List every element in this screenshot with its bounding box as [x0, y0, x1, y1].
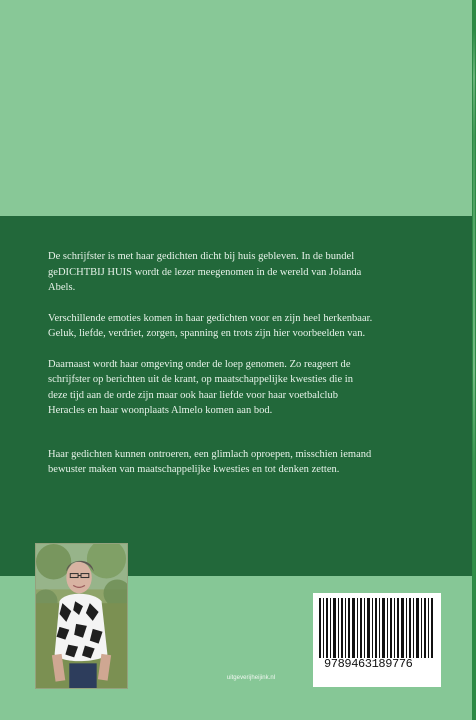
book-spine-edge — [472, 0, 476, 720]
top-light-green-band — [0, 0, 472, 216]
blurb-paragraph: Haar gedichten kunnen ontroeren, een glimlach oproepen, misschien iemand bewuster maken van maatschappelijke kwesties en tot denken zetten. — [48, 448, 372, 475]
isbn-barcode — [313, 593, 441, 687]
publisher-url: uitgeverijheijink.nl — [226, 675, 276, 681]
author-photo-image — [36, 544, 127, 688]
blurb-paragraph: Daarnaast wordt haar omgeving onder de loep genomen. Zo reageert de schrijfster op berichten uit de krant, op maatschappelijke kwesties die in deze tijd aan de orde zijn maar ook haar liefde voor haar voetbalclub Heracles en haar woonplaats Almelo komen aan bod. — [48, 358, 354, 416]
blurb-paragraph: De schrijfster is met haar gedichten dicht bij huis gebleven. In de bundel geDICHTBIJ HUIS wordt de lezer meegenomen in de wereld van Jolanda Abels. — [48, 251, 362, 293]
author-photo — [35, 543, 128, 689]
back-cover-blurb — [48, 249, 428, 478]
isbn-number: 9789463189776 — [324, 657, 413, 671]
blurb-paragraph: Verschillende emoties komen in haar gedichten voor en zijn heel herkenbaar. Geluk, liefde, verdriet, zorgen, spanning en trots zijn hier voorbeelden van. — [48, 312, 373, 339]
